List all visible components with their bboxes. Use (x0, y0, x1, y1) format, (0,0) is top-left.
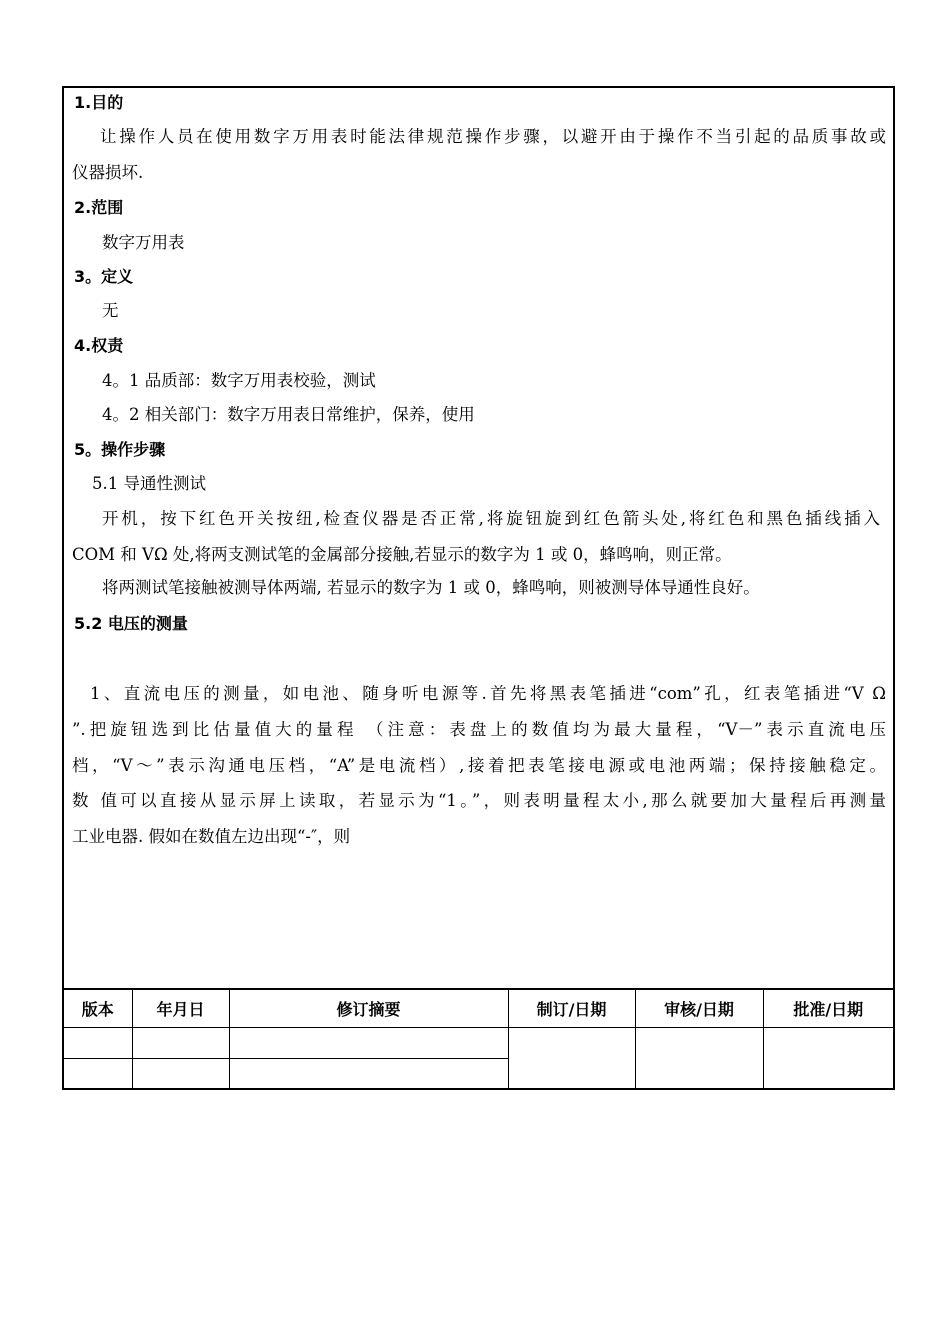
section-heading-responsibility: 4.权责 (74, 336, 124, 355)
purpose-text-line-2: 仪器损坏. (72, 163, 144, 182)
approved-date-cell (763, 1027, 893, 1089)
document-frame (62, 86, 895, 1090)
voltage-text-line-2: ”.把旋钮选到比估量值大的量程 （注意：表盘上的数值均为最大量程，“V－”表示直流电压 (72, 720, 886, 739)
continuity-text-line-1: 开机，按下红色开关按纽,检查仪器是否正常,将旋钮旋到红色箭头处,将红色和黑色插线插入 (102, 509, 880, 528)
header-approved-date: 批准/日期 (763, 990, 893, 1027)
voltage-text-line-5: 工业电器. 假如在数值左边出现“-″，则 (72, 827, 351, 846)
section-heading-procedure: 5。操作步骤 (74, 440, 166, 459)
header-date: 年月日 (132, 990, 229, 1027)
responsibility-item-2: 4。2 相关部门：数字万用表日常维护，保养，使用 (102, 405, 475, 424)
prepared-date-cell (508, 1027, 635, 1089)
version-cell (64, 1058, 132, 1089)
section-heading-scope: 2.范围 (74, 198, 124, 217)
voltage-text-line-3: 档，“V～”表示沟通电压档，“A”是电流档）,接着把表笔接电源或电池两端；保持接触稳定。 (72, 756, 886, 775)
document-body (64, 88, 893, 990)
subsection-heading-voltage: 5.2 电压的测量 (74, 614, 188, 633)
scope-text: 数字万用表 (102, 233, 185, 252)
revision-summary-cell (229, 1027, 508, 1058)
header-prepared-date: 制订/日期 (508, 990, 635, 1027)
subsection-heading-continuity: 5.1 导通性测试 (92, 474, 206, 493)
voltage-text-line-4: 数 值可以直接从显示屏上读取，若显示为“1。”，则表明量程太小,那么就要加大量程后再测量 (72, 791, 886, 810)
section-heading-definition: 3。定义 (74, 267, 134, 286)
header-revision-summary: 修订摘要 (229, 990, 508, 1027)
date-cell (132, 1058, 229, 1089)
definition-text: 无 (102, 301, 119, 320)
responsibility-item-1: 4。1 品质部：数字万用表校验，测试 (102, 371, 376, 390)
header-reviewed-date: 审核/日期 (635, 990, 763, 1027)
voltage-text-line-1: 1、直流电压的测量，如电池、随身听电源等.首先将黑表笔插进“com”孔，红表笔插进“V Ω (90, 684, 886, 703)
continuity-text-line-2: COM 和 VΩ 处,将两支测试笔的金属部分接触,若显示的数字为 1 或 0，蜂鸣响，则正常。 (72, 545, 732, 564)
version-cell (64, 1027, 132, 1058)
continuity-text-line-3: 将两测试笔接触被测导体两端, 若显示的数字为 1 或 0，蜂鸣响，则被测导体导通性良好。 (102, 578, 760, 597)
section-heading-purpose: 1.目的 (74, 93, 124, 112)
table-row (64, 1027, 893, 1058)
header-version: 版本 (64, 990, 132, 1027)
revision-table (64, 990, 893, 1089)
revision-summary-cell (229, 1058, 508, 1089)
purpose-text-line-1: 让操作人员在使用数字万用表时能法律规范操作步骤，以避开由于操作不当引起的品质事故或 (100, 127, 886, 146)
reviewed-date-cell (635, 1027, 763, 1089)
revision-table-header-row (64, 990, 893, 1027)
date-cell (132, 1027, 229, 1058)
